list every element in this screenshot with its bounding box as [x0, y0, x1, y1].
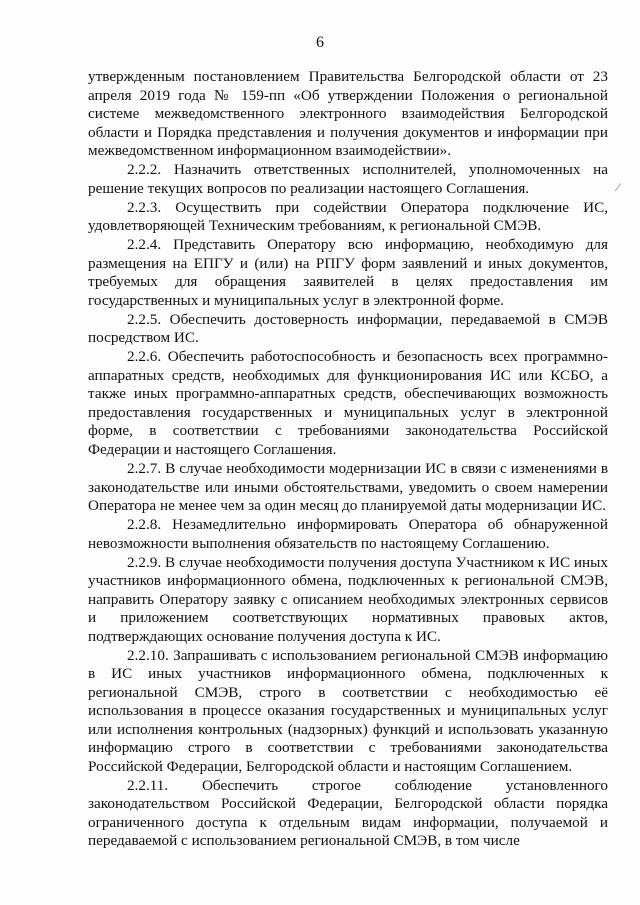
page-number: 6: [316, 34, 324, 51]
paragraph-continuation: утвержденным постановлением Правительства Белгородской области от 23 апреля 2019 года № 159-пп «Об утверждении Положения о региональной системе межведомственного электронного взаимодействия Белгородской области и Порядка представления и получения документов и информации при межведомственном информационном взаимодействии».: [88, 68, 608, 159]
paragraph-2-2-4: 2.2.4. Представить Оператору всю информацию, необходимую для размещения на ЕПГУ и (или) на РПГУ форм заявлений и иных документов, требуемых для обращения заявителей в целях предоставления им государственных и муниципальных услуг в электронной форме.: [88, 236, 608, 309]
scan-mark: ⁄: [617, 180, 620, 194]
paragraph-2-2-3: 2.2.3. Осуществить при содействии Оператора подключение ИС, удовлетворяющей Техническим требованиям, к региональной СМЭВ.: [88, 198, 608, 235]
paragraph-2-2-9: 2.2.9. В случае необходимости получения доступа Участником к ИС иных участников информационного обмена, подключенных к региональной СМЭВ, направить Оператору заявку с описанием необходимых электронных сервисов и приложением соответствующих нормативных правовых актов, подтверждающих основание получения доступа к ИС.: [88, 553, 608, 645]
paragraph-2-2-8: 2.2.8. Незамедлительно информировать Оператора об обнаруженной невозможности выполнения обязательств по настоящему Соглашению.: [88, 516, 608, 552]
paragraph-2-2-2: 2.2.2. Назначить ответственных исполнителей, уполномоченных на решение текущих вопросов по реализации настоящего Соглашения.: [88, 161, 608, 197]
paragraph-2-2-7: 2.2.7. В случае необходимости модернизации ИС в связи с изменениями в законодательстве или иными обстоятельствами, уведомить о своем намерении Оператора не менее чем за один месяц до планируемой даты модернизации ИС.: [88, 460, 608, 515]
paragraph-2-2-11: 2.2.11. Обеспечить строгое соблюдение установленного законодательством Российской Федерации, Белгородской области порядка ограниченного доступа к отдельным видам информации, получаемой и передаваемой с использованием региональной СМЭВ, в том числе: [88, 776, 608, 850]
paragraph-2-2-5: 2.2.5. Обеспечить достоверность информации, передаваемой в СМЭВ посредством ИС.: [88, 310, 608, 347]
document-body: [88, 68, 608, 852]
paragraph-2-2-6: 2.2.6. Обеспечить работоспособность и безопасность всех программно-аппаратных средств, необходимых для функционирования ИС или КСБО, а также иных программно-аппаратных средств, обеспечивающих возможность предоставления государственных и муниципальных услуг в электронной форме, в соответствии с требованиями законодательства Российской Федерации и настоящего Соглашения.: [88, 348, 608, 458]
paragraph-2-2-10: 2.2.10. Запрашивать с использованием региональной СМЭВ информацию в ИС иных участников информационного обмена, подключенных к региональной СМЭВ, строго в соответствии с необходимостью её использования в процессе оказания государственных и муниципальных услуг или исполнения контрольных (надзорных) функций и использовать указанную информацию строго в соответствии с требованиями законодательства Российской Федерации, Белгородской области и настоящим Соглашением.: [88, 646, 608, 775]
